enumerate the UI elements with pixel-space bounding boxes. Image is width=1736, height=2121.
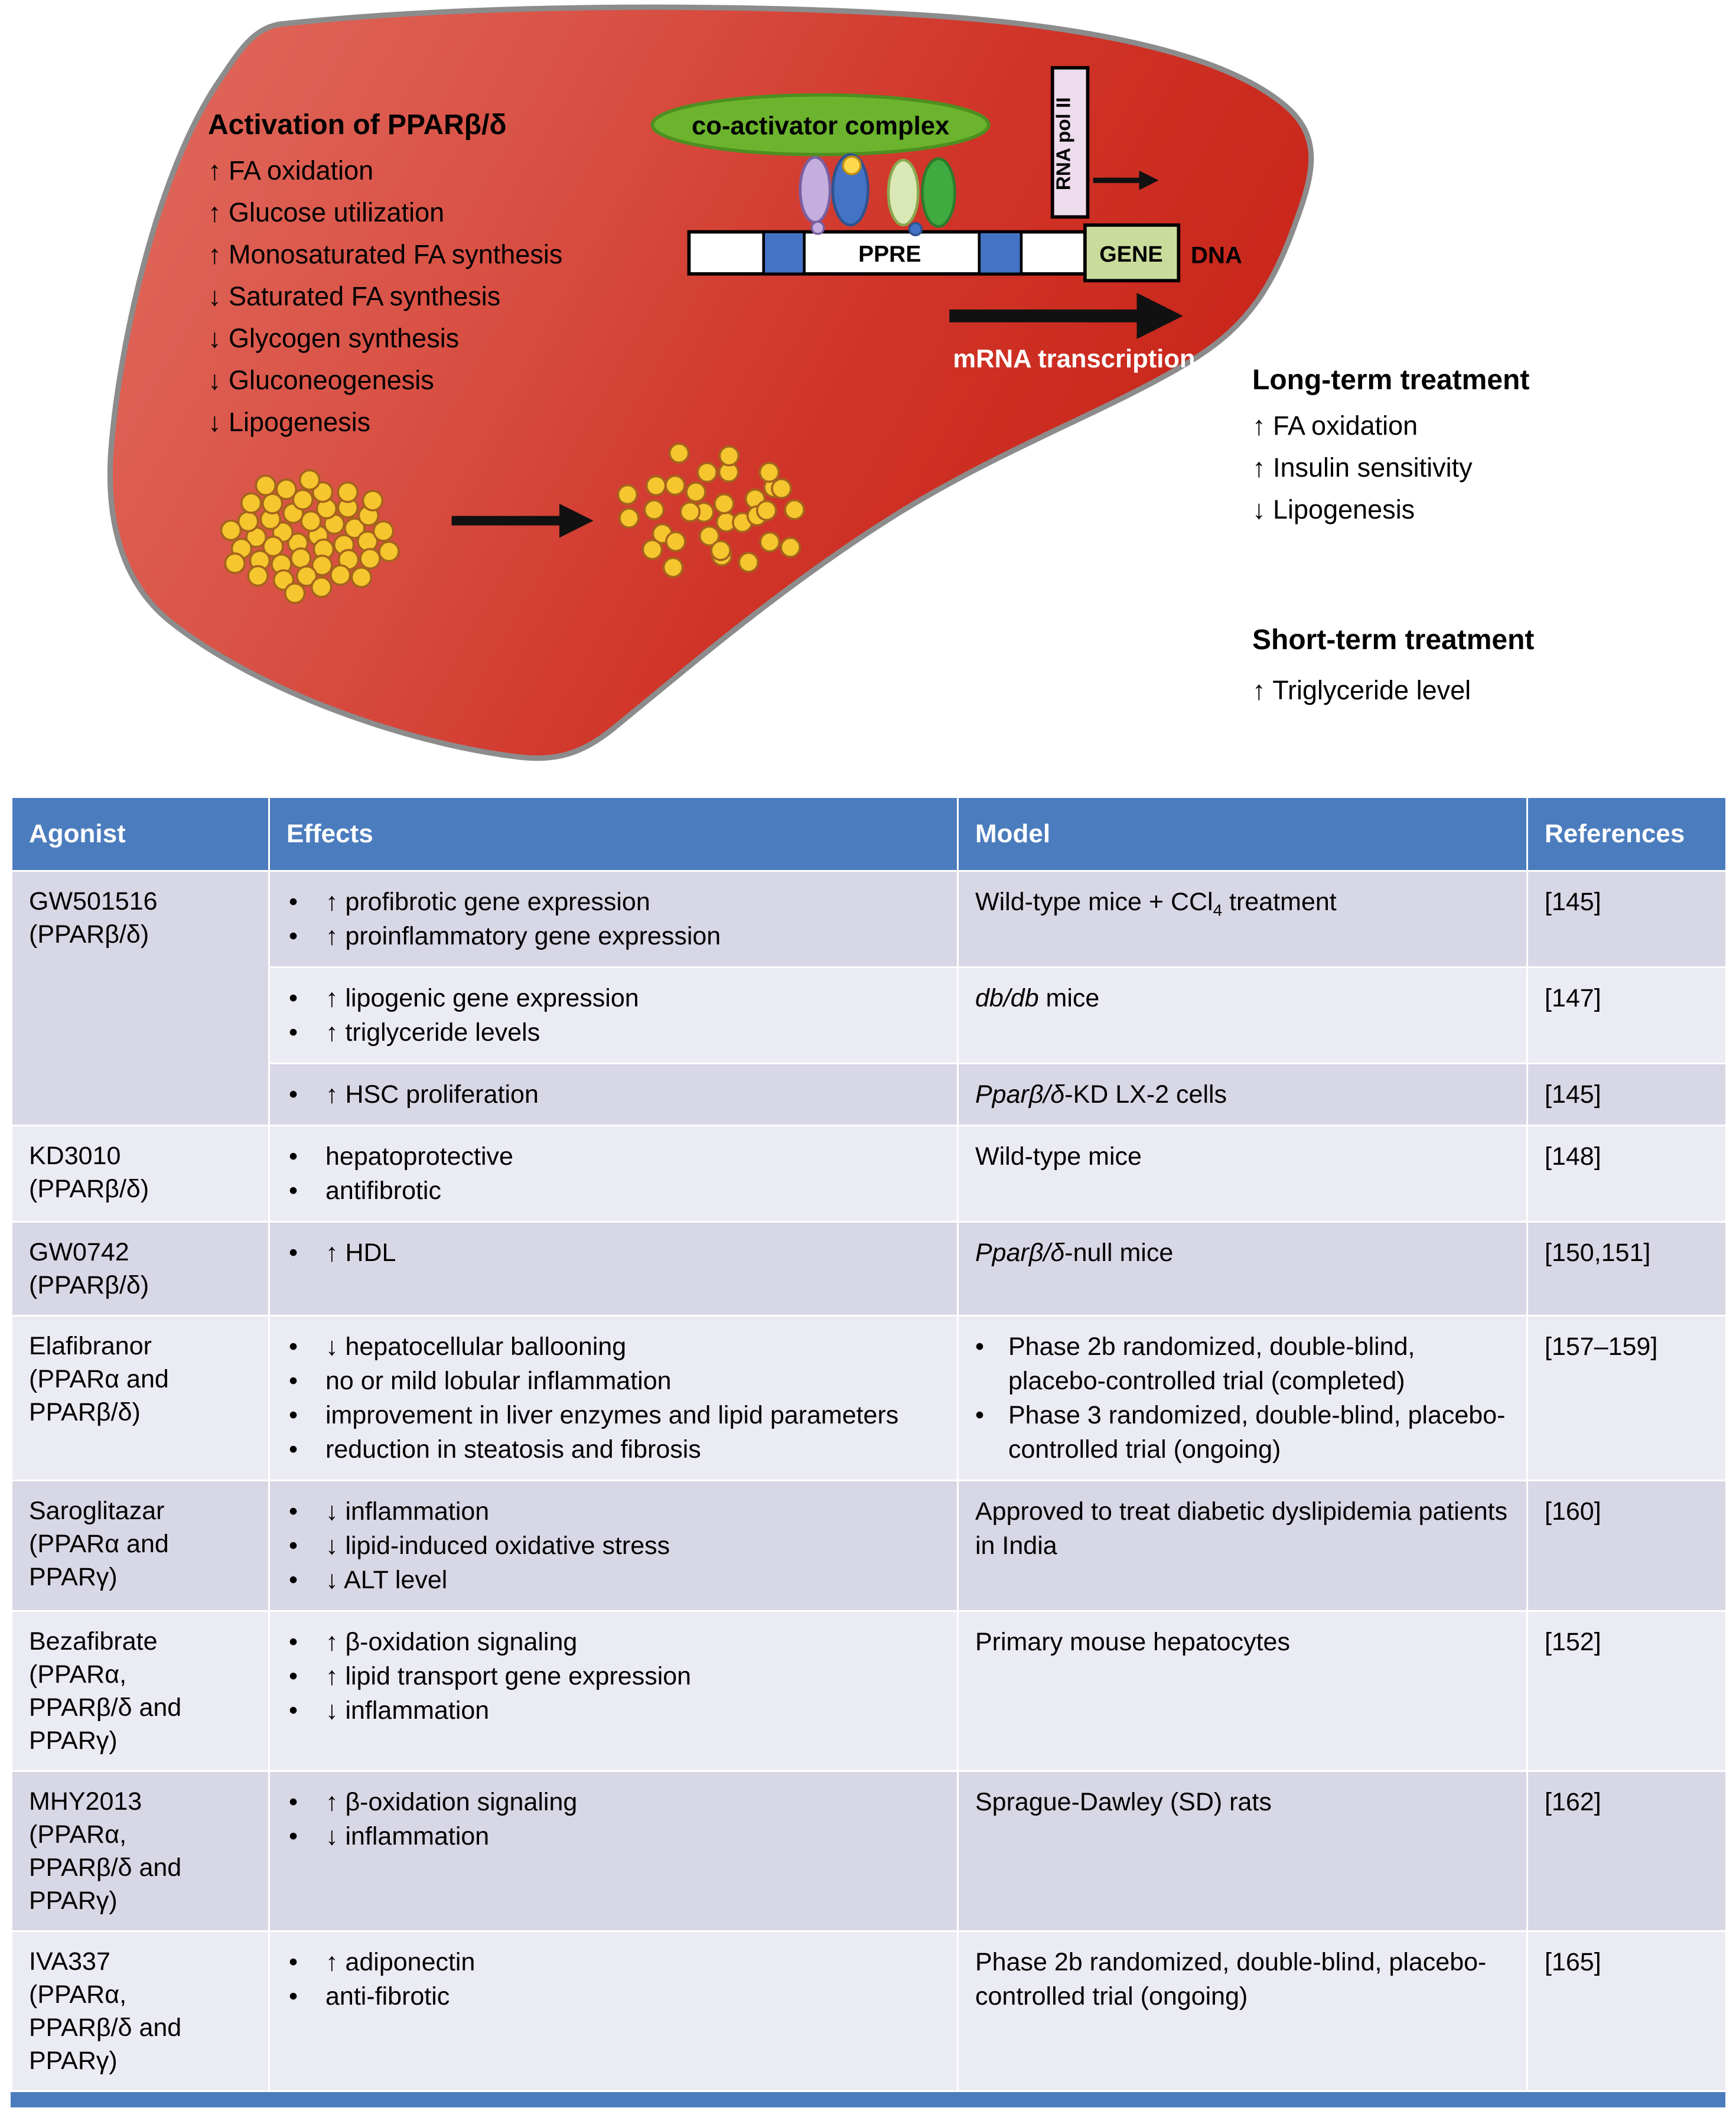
effects-cell (269, 1316, 958, 1481)
agonist-table-section (11, 796, 1725, 2107)
reference-cell: [145] (1527, 871, 1727, 967)
effect-item: • reduction in steatosis and fibrosis (270, 1432, 946, 1467)
effect-item: • ↑ HDL (270, 1236, 946, 1270)
agonist-name-line: (PPARα, (29, 1820, 127, 1849)
agonist-name-line: PPARβ/δ) (29, 1398, 141, 1426)
table-row (12, 871, 1727, 967)
mrna-label: mRNA transcription (953, 345, 1196, 374)
bullet-icon: • (289, 1822, 298, 1850)
shortterm-title: Short-term treatment (1252, 624, 1535, 656)
agonist-name-line: (PPARβ/δ) (29, 1271, 149, 1299)
model-cell (958, 1481, 1527, 1611)
model-text: Wild-type mice + CCl$_4$ treatment (975, 888, 1337, 920)
activation-title: Activation of PPARβ/δ (208, 109, 507, 141)
agonist-name-line: (PPARα and (29, 1365, 169, 1393)
longterm-block (1252, 364, 1529, 530)
agonist-cell (12, 1222, 269, 1316)
effects-cell (269, 1611, 958, 1771)
agonist-name-line: KD3010 (29, 1142, 121, 1170)
bullet-icon: • (975, 1332, 985, 1361)
model-cell (958, 1222, 1527, 1316)
bullet-icon: • (289, 1696, 298, 1725)
effects-cell (269, 967, 958, 1064)
model-cell (958, 967, 1527, 1064)
bullet-icon: • (289, 1497, 298, 1526)
shortterm-effect-line: ↑ Triglyceride level (1252, 675, 1471, 705)
table-row (12, 1611, 1727, 1771)
reference-cell: [148] (1527, 1126, 1727, 1222)
bullet-icon: • (289, 1628, 298, 1656)
agonist-name-line: Saroglitazar (29, 1497, 165, 1525)
activation-effect-line: ↑ Glucose utilization (208, 197, 445, 227)
bullet-icon: • (289, 1982, 298, 2011)
model-text: Sprague-Dawley (SD) rats (975, 1788, 1272, 1816)
agonist-cell (12, 1611, 269, 1771)
agonist-cell (12, 1931, 269, 2091)
agonist-name-line: PPARβ/δ and (29, 1693, 182, 1722)
reference-cell: [162] (1527, 1771, 1727, 1931)
effect-item: • antifibrotic (270, 1174, 946, 1208)
bullet-icon: • (289, 922, 298, 950)
bullet-icon: • (289, 888, 298, 916)
effects-cell (269, 871, 958, 967)
model-cell (958, 871, 1527, 967)
bullet-icon: • (289, 1018, 298, 1047)
model-cell (958, 1931, 1527, 2091)
transcription-factor-purple (800, 157, 830, 222)
agonist-name-line: (PPARα, (29, 1660, 127, 1689)
bullet-icon: • (289, 1401, 298, 1429)
effect-item: • anti-fibrotic (270, 1979, 946, 2014)
activation-effect-line: ↑ FA oxidation (208, 155, 374, 185)
longterm-title: Long-term treatment (1252, 364, 1530, 396)
effect-item: • no or mild lobular inflammation (270, 1364, 946, 1398)
agonist-name-line: IVA337 (29, 1947, 110, 1976)
table-row (12, 1771, 1727, 1931)
longterm-effects-list (1252, 405, 1529, 530)
model-cell (958, 1611, 1527, 1771)
reference-cell: [150,151] (1527, 1222, 1727, 1316)
model-text: Phase 2b randomized, double-blind, placebo-controlled trial (ongoing) (975, 1948, 1487, 2011)
activation-effect-line: ↓ Gluconeogenesis (208, 365, 434, 395)
bullet-icon: • (289, 1948, 298, 1976)
bullet-icon: • (975, 1401, 985, 1429)
shortterm-block (1252, 624, 1534, 711)
ppre-label: PPRE (858, 242, 921, 268)
activation-effect-line: ↑ Monosaturated FA synthesis (208, 239, 563, 269)
cofactor-dot-blue (910, 223, 922, 236)
reference-cell: [160] (1527, 1481, 1727, 1611)
longterm-effect-line: ↓ Lipogenesis (1252, 494, 1415, 524)
transcription-factor-green (922, 159, 955, 227)
effect-item: • ↑ lipogenic gene expression (270, 981, 946, 1015)
agonist-name-line: (PPARβ/δ) (29, 1175, 149, 1203)
effect-item: • ↑ proinflammatory gene expression (270, 919, 946, 953)
activation-effect-line: ↓ Saturated FA synthesis (208, 281, 501, 311)
agonist-table (11, 796, 1727, 2092)
agonist-name-line: (PPARα and (29, 1530, 169, 1558)
reference-cell: [147] (1527, 967, 1727, 1064)
effects-cell (269, 1222, 958, 1316)
bullet-icon: • (289, 1239, 298, 1267)
table-row (12, 1481, 1727, 1611)
effects-cell (269, 1064, 958, 1126)
agonist-name-line: Elafibranor (29, 1332, 152, 1360)
agonist-name-line: (PPARα, (29, 1980, 127, 2009)
model-text: Wild-type mice (975, 1142, 1142, 1171)
effect-item: • ↓ ALT level (270, 1563, 946, 1597)
model-item: • Phase 3 randomized, double-blind, placebo-controlled trial (ongoing) (975, 1398, 1516, 1467)
rna-pol-label: RNA pol II (1053, 97, 1075, 191)
activation-effects-list (208, 149, 562, 443)
effects-cell (269, 1481, 958, 1611)
bullet-icon: • (289, 1566, 298, 1594)
model-text: Approved to treat diabetic dyslipidemia patients in India (975, 1497, 1508, 1560)
column-header-references: References (1527, 797, 1727, 871)
table-row (12, 1316, 1727, 1481)
dna-label: DNA (1190, 242, 1242, 269)
effect-item: • ↑ HSC proliferation (270, 1077, 946, 1112)
effect-item: • ↓ inflammation (270, 1494, 946, 1529)
effect-item: • ↓ lipid-induced oxidative stress (270, 1529, 946, 1563)
reference-cell: [145] (1527, 1064, 1727, 1126)
column-header-effects: Effects (269, 797, 958, 871)
shortterm-effects-list (1252, 669, 1534, 711)
effect-item: • ↓ inflammation (270, 1819, 946, 1853)
effect-item: • ↑ lipid transport gene expression (270, 1659, 946, 1693)
activation-effect-line: ↓ Lipogenesis (208, 407, 371, 437)
column-header-model: Model (958, 797, 1527, 871)
agonist-name-line: MHY2013 (29, 1787, 142, 1816)
reference-cell: [157–159] (1527, 1316, 1727, 1481)
model-item: • Phase 2b randomized, double-blind, placebo-controlled trial (completed) (975, 1330, 1516, 1398)
model-text: Primary mouse hepatocytes (975, 1628, 1290, 1656)
agonist-name-line: PPARγ) (29, 2047, 118, 2075)
agonist-name-line: (PPARβ/δ) (29, 920, 149, 949)
cofactor-dot-purple (812, 221, 824, 234)
effect-item: • ↓ inflammation (270, 1693, 946, 1728)
bullet-icon: • (289, 1142, 298, 1171)
coactivator-label: co-activator complex (691, 112, 950, 141)
effects-cell (269, 1126, 958, 1222)
effect-item: • ↑ β-oxidation signaling (270, 1785, 946, 1819)
gene-label: GENE (1099, 242, 1163, 268)
model-text: db/db mice (975, 984, 1100, 1012)
agonist-cell (12, 1126, 269, 1222)
effects-cell (269, 1931, 958, 2091)
longterm-effect-line: ↑ FA oxidation (1252, 410, 1418, 441)
table-row (12, 1931, 1727, 2091)
effect-item: • ↑ β-oxidation signaling (270, 1625, 946, 1659)
bullet-icon: • (289, 984, 298, 1012)
ligand-dot (843, 157, 861, 174)
effect-item: • ↑ adiponectin (270, 1945, 946, 1979)
bullet-icon: • (289, 1332, 298, 1361)
model-text: Pparβ/δ-null mice (975, 1239, 1174, 1267)
column-header-agonist: Agonist (12, 797, 269, 871)
agonist-name-line: PPARγ) (29, 1726, 118, 1755)
bullet-icon: • (289, 1080, 298, 1109)
reference-cell: [165] (1527, 1931, 1727, 2091)
effect-item: • ↑ triglyceride levels (270, 1015, 946, 1050)
model-cell (958, 1771, 1527, 1931)
bullet-icon: • (289, 1662, 298, 1690)
agonist-name-line: GW0742 (29, 1238, 129, 1266)
agonist-name-line: PPARγ) (29, 1563, 118, 1591)
table-header-row (12, 797, 1727, 871)
longterm-effect-line: ↑ Insulin sensitivity (1252, 452, 1473, 483)
table-row (12, 1222, 1727, 1316)
table-row (12, 1064, 1727, 1126)
liver-illustration (0, 0, 1736, 780)
activation-block (208, 109, 562, 443)
bullet-icon: • (289, 1177, 298, 1205)
effect-item: • improvement in liver enzymes and lipid parameters (270, 1398, 946, 1432)
effects-cell (269, 1771, 958, 1931)
dna-blue-segment-left (764, 232, 805, 274)
bullet-icon: • (289, 1532, 298, 1560)
agonist-name-line: PPARγ) (29, 1887, 118, 1915)
model-text: Pparβ/δ-KD LX-2 cells (975, 1080, 1227, 1109)
dna-blue-segment-right (979, 232, 1021, 274)
agonist-name-line: PPARβ/δ and (29, 2014, 182, 2042)
effect-item: • hepatoprotective (270, 1139, 946, 1174)
agonist-cell (12, 1771, 269, 1931)
agonist-name-line: PPARβ/δ and (29, 1853, 182, 1882)
agonist-cell (12, 1316, 269, 1481)
agonist-cell (12, 871, 269, 1126)
agonist-name-line: Bezafibrate (29, 1627, 158, 1656)
agonist-name-line: GW501516 (29, 887, 158, 915)
activation-effect-line: ↓ Glycogen synthesis (208, 323, 460, 353)
bullet-icon: • (289, 1367, 298, 1395)
table-row (12, 967, 1727, 1064)
effect-item: • ↑ profibrotic gene expression (270, 885, 946, 919)
agonist-cell (12, 1481, 269, 1611)
table-bottom-bar (11, 2092, 1725, 2107)
table-row (12, 1126, 1727, 1222)
reference-cell: [152] (1527, 1611, 1727, 1771)
bullet-icon: • (289, 1435, 298, 1464)
bullet-icon: • (289, 1788, 298, 1816)
effect-item: • ↓ hepatocellular ballooning (270, 1330, 946, 1364)
transcription-factor-pale-green (888, 160, 919, 225)
model-cell (958, 1126, 1527, 1222)
model-cell (958, 1064, 1527, 1126)
model-cell (958, 1316, 1527, 1481)
